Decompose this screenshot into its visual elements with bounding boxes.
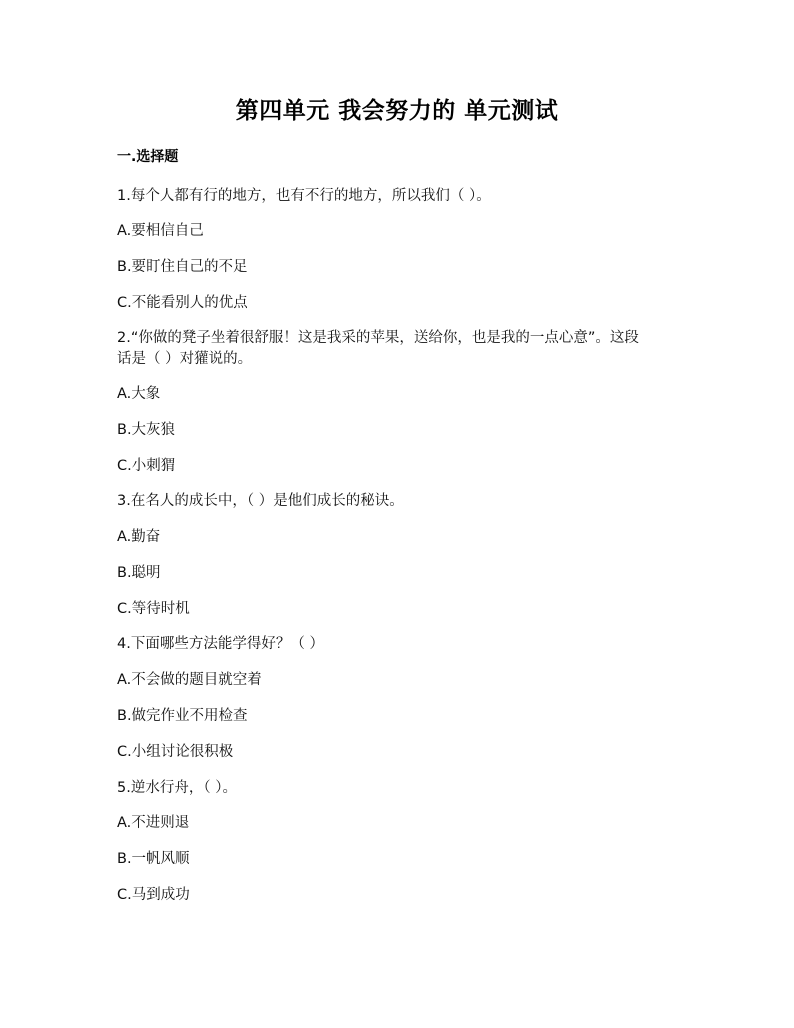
question-5-option-a: A.不进则退 (117, 815, 190, 831)
question-5-option-b: B.一帆风顺 (117, 851, 190, 867)
question-1-option-a: A.要相信自己 (117, 223, 204, 239)
question-2-option-b: B.大灰狼 (117, 422, 176, 438)
question-5-stem: 5.逆水行舟，（ ）。 (117, 780, 237, 796)
question-1-stem: 1.每个人都有行的地方，也有不行的地方，所以我们（ ）。 (117, 188, 491, 204)
page-title: 第四单元 我会努力的 单元测试 (235, 97, 559, 124)
question-4-stem: 4.下面哪些方法能学得好？（ ） (117, 636, 324, 652)
section-heading: 一.选择题 (117, 149, 179, 165)
question-2-option-a: A.大象 (117, 386, 161, 402)
question-5-option-c: C.马到成功 (117, 887, 190, 903)
question-3-option-a: A.勤奋 (117, 529, 161, 545)
question-2-stem-line-1: 2.“你做的凳子坐着很舒服！这是我采的苹果，送给你，也是我的一点心意”。这段 (117, 330, 639, 346)
question-4-option-c: C.小组讨论很积极 (117, 744, 234, 760)
question-2-option-c: C.小刺猬 (117, 458, 176, 474)
question-2-stem-line-2: 话是（ ）对獾说的。 (117, 351, 253, 367)
question-3-option-b: B.聪明 (117, 565, 161, 581)
question-1-option-b: B.要盯住自己的不足 (117, 259, 248, 275)
question-4-option-b: B.做完作业不用检查 (117, 708, 248, 724)
question-4-option-a: A.不会做的题目就空着 (117, 672, 262, 688)
question-1-option-c: C.不能看别人的优点 (117, 295, 248, 311)
question-3-option-c: C.等待时机 (117, 601, 190, 617)
question-3-stem: 3.在名人的成长中，（ ）是他们成长的秘诀。 (117, 493, 404, 509)
